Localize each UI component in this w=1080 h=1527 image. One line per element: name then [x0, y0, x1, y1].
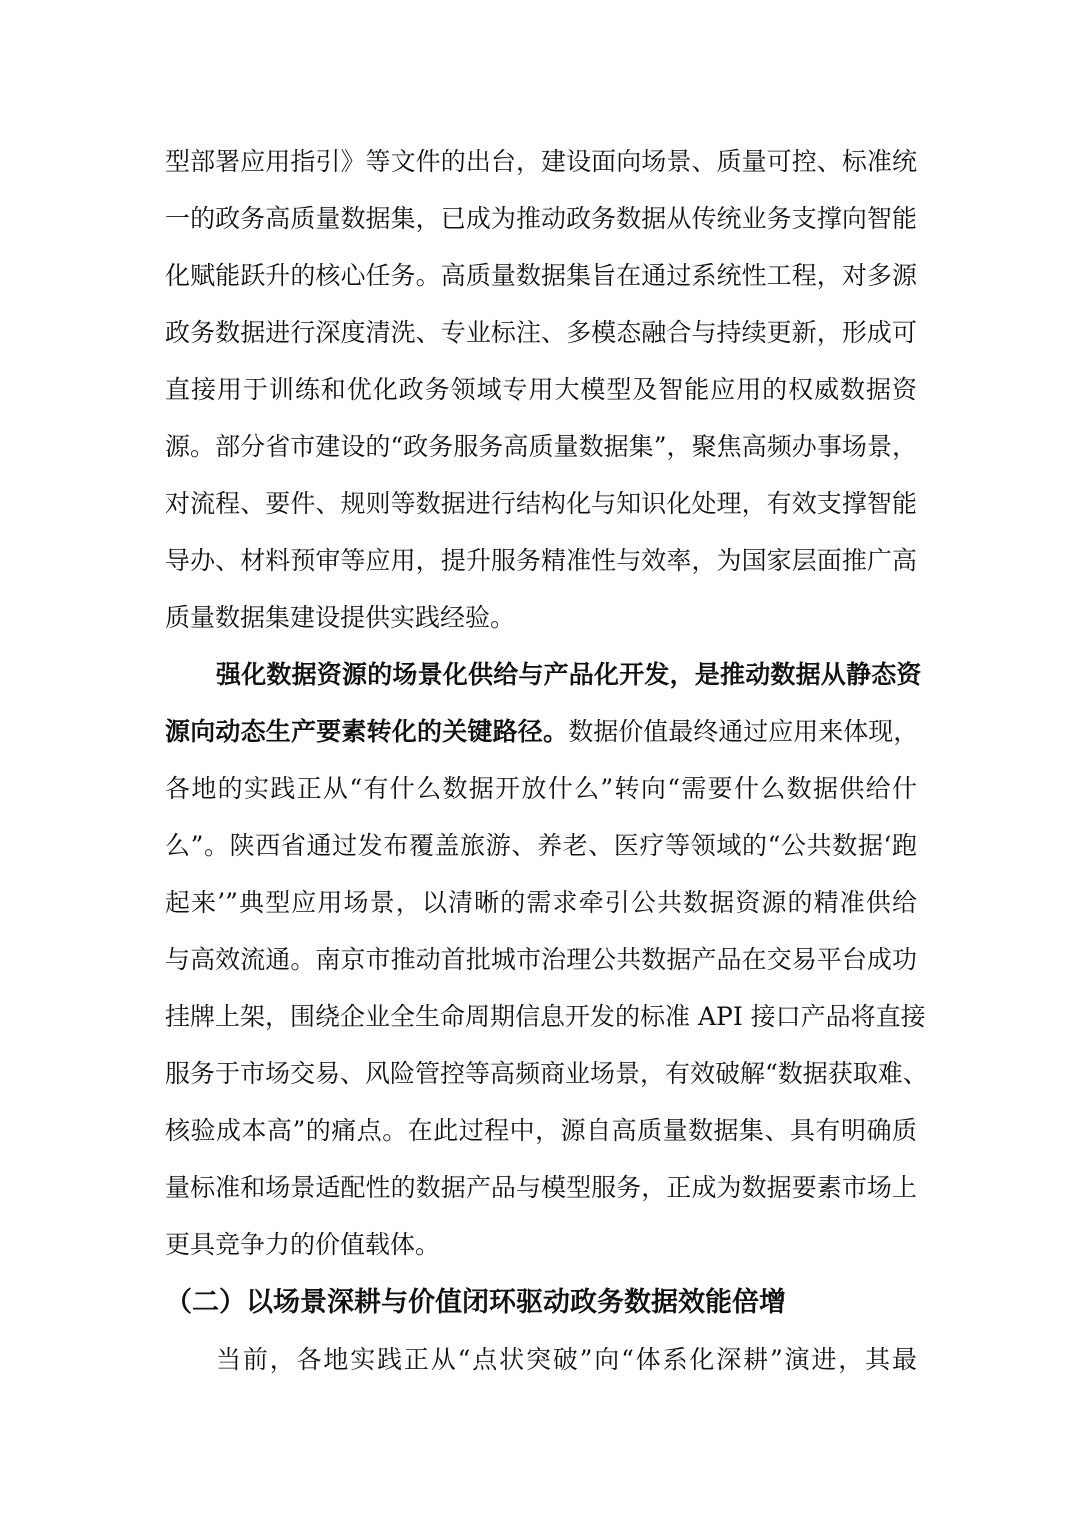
- text-line: 核验成本高”的痛点。在此过程中，源自高质量数据集、具有明确质: [165, 1116, 917, 1145]
- text-line: 一的政务高质量数据集，已成为推动政务数据从传统业务支撑向智能: [165, 204, 917, 233]
- text-line: 挂牌上架，围绕企业全生命周期信息开发的标准 API 接口产品将直接: [165, 1002, 926, 1031]
- text-line: 起来’”典型应用场景，以清晰的需求牵引公共数据资源的精准供给: [165, 888, 917, 917]
- bold-lead-sentence: 强化数据资源的场景化供给与产品化开发，是推动数据从静态资: [216, 660, 922, 689]
- text-run: 数据价值最终通过应用来体现，: [568, 717, 919, 746]
- text-line: 与高效流通。南京市推动首批城市治理公共数据产品在交易平台成功: [165, 945, 917, 974]
- text-line: 化赋能跃升的核心任务。高质量数据集旨在通过系统性工程，对多源: [165, 261, 917, 290]
- text-line: 直接用于训练和优化政务领域专用大模型及智能应用的权威数据资: [165, 375, 917, 404]
- text-line: 各地的实践正从“有什么数据开放什么”转向“需要什么数据供给什: [165, 774, 917, 803]
- text-line: 对流程、要件、规则等数据进行结构化与知识化处理，有效支撑智能: [165, 489, 917, 518]
- text-line: 更具竞争力的价值载体。: [165, 1230, 441, 1259]
- text-line: 政务数据进行深度清洗、专业标注、多模态融合与持续更新，形成可: [165, 318, 917, 347]
- text-line: 导办、材料预审等应用，提升服务精准性与效率，为国家层面推广高: [165, 546, 917, 575]
- section-heading: （二）以场景深耕与价值闭环驱动政务数据效能倍增: [165, 1287, 786, 1318]
- bold-lead-sentence-end: 源向动态生产要素转化的关键路径。: [165, 717, 569, 746]
- text-line: 质量数据集建设提供实践经验。: [165, 603, 516, 632]
- text-line: 量标准和场景适配性的数据产品与模型服务，正成为数据要素市场上: [165, 1173, 917, 1202]
- text-line: 么”。陕西省通过发布覆盖旅游、养老、医疗等领域的“公共数据‘跑: [165, 831, 917, 860]
- text-line: 型部署应用指引》等文件的出台，建设面向场景、质量可控、标准统: [165, 147, 917, 176]
- mixed-line: [165, 712, 917, 752]
- text-line: 当前，各地实践正从“点状突破”向“体系化深耕”演进，其最: [216, 1345, 917, 1374]
- text-line: 服务于市场交易、风险管控等高频商业场景，有效破解“数据获取难、: [165, 1059, 928, 1088]
- text-line: 源。部分省市建设的“政务服务高质量数据集”，聚焦高频办事场景，: [165, 432, 917, 461]
